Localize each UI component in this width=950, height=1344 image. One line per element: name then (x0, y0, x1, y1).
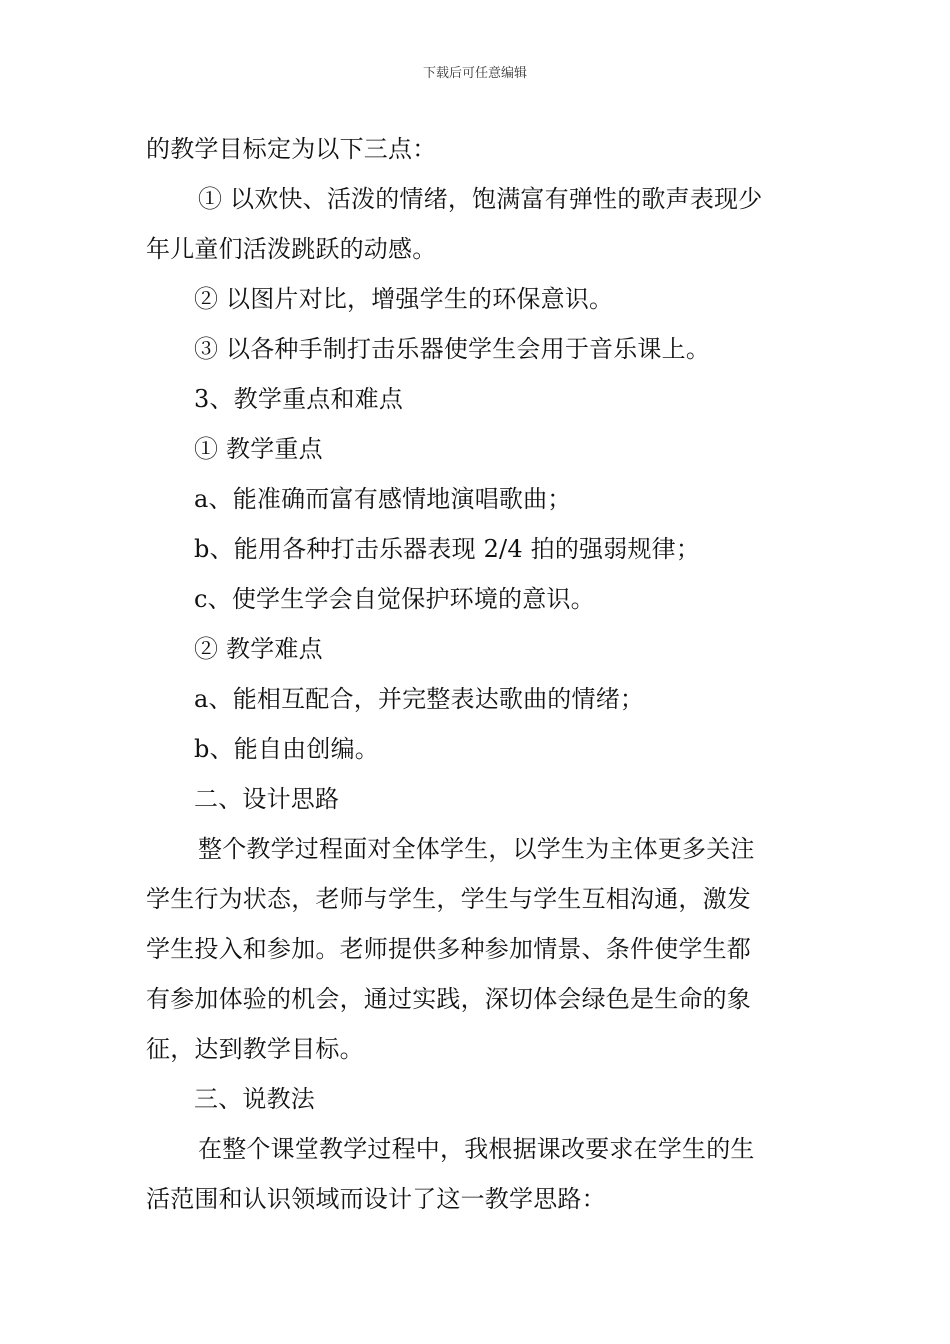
text-line-22: 活范围和认识领域而设计了这一教学思路： (146, 1185, 606, 1213)
text-line-5: ③ 以各种手制打击乐器使学生会用于音乐课上。 (194, 335, 711, 363)
text-line-20: 三、说教法 (194, 1085, 315, 1113)
text-line-4: ② 以图片对比，增强学生的环保意识。 (194, 285, 614, 313)
text-line-7: ① 教学重点 (194, 435, 323, 463)
text-line-21: 在整个课堂教学过程中，我根据课改要求在学生的生 (198, 1135, 755, 1163)
text-line-16: 学生行为状态，老师与学生，学生与学生互相沟通，激发 (146, 885, 751, 913)
text-line-18: 有参加体验的机会，通过实践，深切体会绿色是生命的象 (146, 985, 751, 1013)
text-line-10: c、使学生学会自觉保护环境的意识。 (194, 585, 595, 613)
text-line-9: b、能用各种打击乐器表现 2/4 拍的强弱规律； (194, 535, 701, 563)
text-line-1: 的教学目标定为以下三点： (146, 135, 437, 163)
page-header: 下载后可任意编辑 (422, 66, 527, 81)
text-line-2: ① 以欢快、活泼的情绪，饱满富有弹性的歌声表现少 (198, 185, 763, 213)
text-line-11: ② 教学难点 (194, 635, 323, 663)
text-line-14: 二、设计思路 (194, 785, 340, 813)
text-line-6: 3、教学重点和难点 (194, 385, 404, 413)
text-line-15: 整个教学过程面对全体学生，以学生为主体更多关注 (198, 835, 755, 863)
text-line-8: a、能准确而富有感情地演唱歌曲； (194, 485, 572, 513)
text-line-19: 征，达到教学目标。 (146, 1035, 364, 1063)
text-line-12: a、能相互配合，并完整表达歌曲的情绪； (194, 685, 645, 713)
text-line-17: 学生投入和参加。老师提供多种参加情景、条件使学生都 (146, 935, 751, 963)
text-line-3: 年儿童们活泼跳跃的动感。 (146, 235, 437, 263)
text-line-13: b、能自由创编。 (194, 735, 379, 763)
